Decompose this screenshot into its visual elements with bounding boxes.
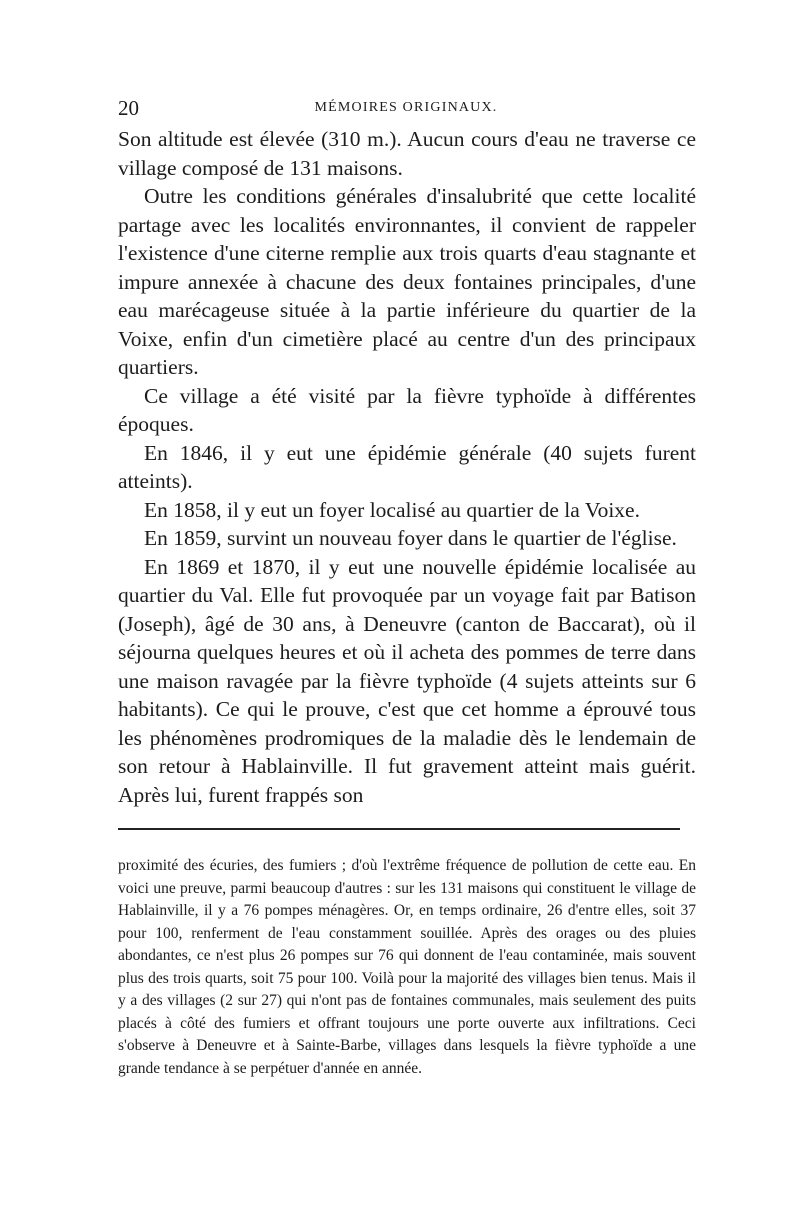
paragraph: Son altitude est élevée (310 m.). Aucun cours d'eau ne traverse ce village composé de 131 maisons. bbox=[118, 127, 696, 180]
paragraph: Ce village a été visité par la fièvre typhoïde à différentes époques. bbox=[118, 383, 696, 436]
footnote-text: proximité des écuries, des fumiers ; d'où l'extrême fréquence de pollution de cette eau. En voici une preuve, parmi beaucoup d'autres : sur les 131 maisons qui constituent le village de Hablainville, il y a 76 pompes ménagères. Or, en temps ordinaire, 26 d'entre elles, soit 37 pour 100, renferment de l'eau constamment souillée. Après des orages ou des pluies abondantes, ce n'est plus 26 pompes sur 76 qui donnent de l'eau contaminée, mais souvent plus des trois quarts, soit 75 pour 100. Voilà pour la majorité des villages bien tenus. Mais il y a des villages (2 sur 27) qui n'ont pas de fontaines communales, mais seulement des puits placés à côté des fumiers et offrant toujours une porte ouverte aux infiltrations. Ceci s'observe à Deneuvre et à Sainte-Barbe, villages dans lesquels la fièvre typhoïde a une grande tendance à se perpétuer d'année en année. bbox=[118, 857, 696, 1077]
body-text bbox=[118, 125, 696, 809]
paragraph: En 1869 et 1870, il y eut une nouvelle épidémie localisée au quartier du Val. Elle fut provoquée par un voyage fait par Batison (Joseph), âgé de 30 ans, à Deneuvre (canton de Baccarat), où il séjourna quelques heures et où il acheta des pommes de terre dans une maison ravagée par la fièvre typhoïde (4 sujets atteints sur 6 habitants). Ce qui le prouve, c'est que cet homme a éprouvé tous les phénomènes prodromiques de la maladie dès le lendemain de son retour à Hablainville. Il fut gravement atteint mais guérit. Après lui, furent frappés son bbox=[118, 554, 696, 807]
footnote bbox=[118, 855, 696, 1080]
paragraph: Outre les conditions générales d'insalubrité que cette localité partage avec les localités environnantes, il convient de rappeler l'existence d'une citerne remplie aux trois quarts d'eau stagnante et impure annexée à chacune des deux fontaines principales, d'une eau marécageuse située à la partie inférieure du quartier de la Voixe, enfin d'un cimetière placé au centre d'un des principaux quartiers. bbox=[118, 184, 696, 379]
footnote-divider bbox=[118, 828, 680, 830]
paragraph: En 1858, il y eut un foyer localisé au quartier de la Voixe. bbox=[144, 497, 640, 522]
running-title: MÉMOIRES ORIGINAUX. bbox=[314, 100, 498, 115]
page-header bbox=[116, 95, 696, 121]
page-number: 20 bbox=[118, 96, 139, 120]
paragraph: En 1846, il y eut une épidémie générale (40 sujets furent atteints). bbox=[118, 440, 696, 493]
paragraph: En 1859, survint un nouveau foyer dans le quartier de l'église. bbox=[144, 526, 677, 550]
